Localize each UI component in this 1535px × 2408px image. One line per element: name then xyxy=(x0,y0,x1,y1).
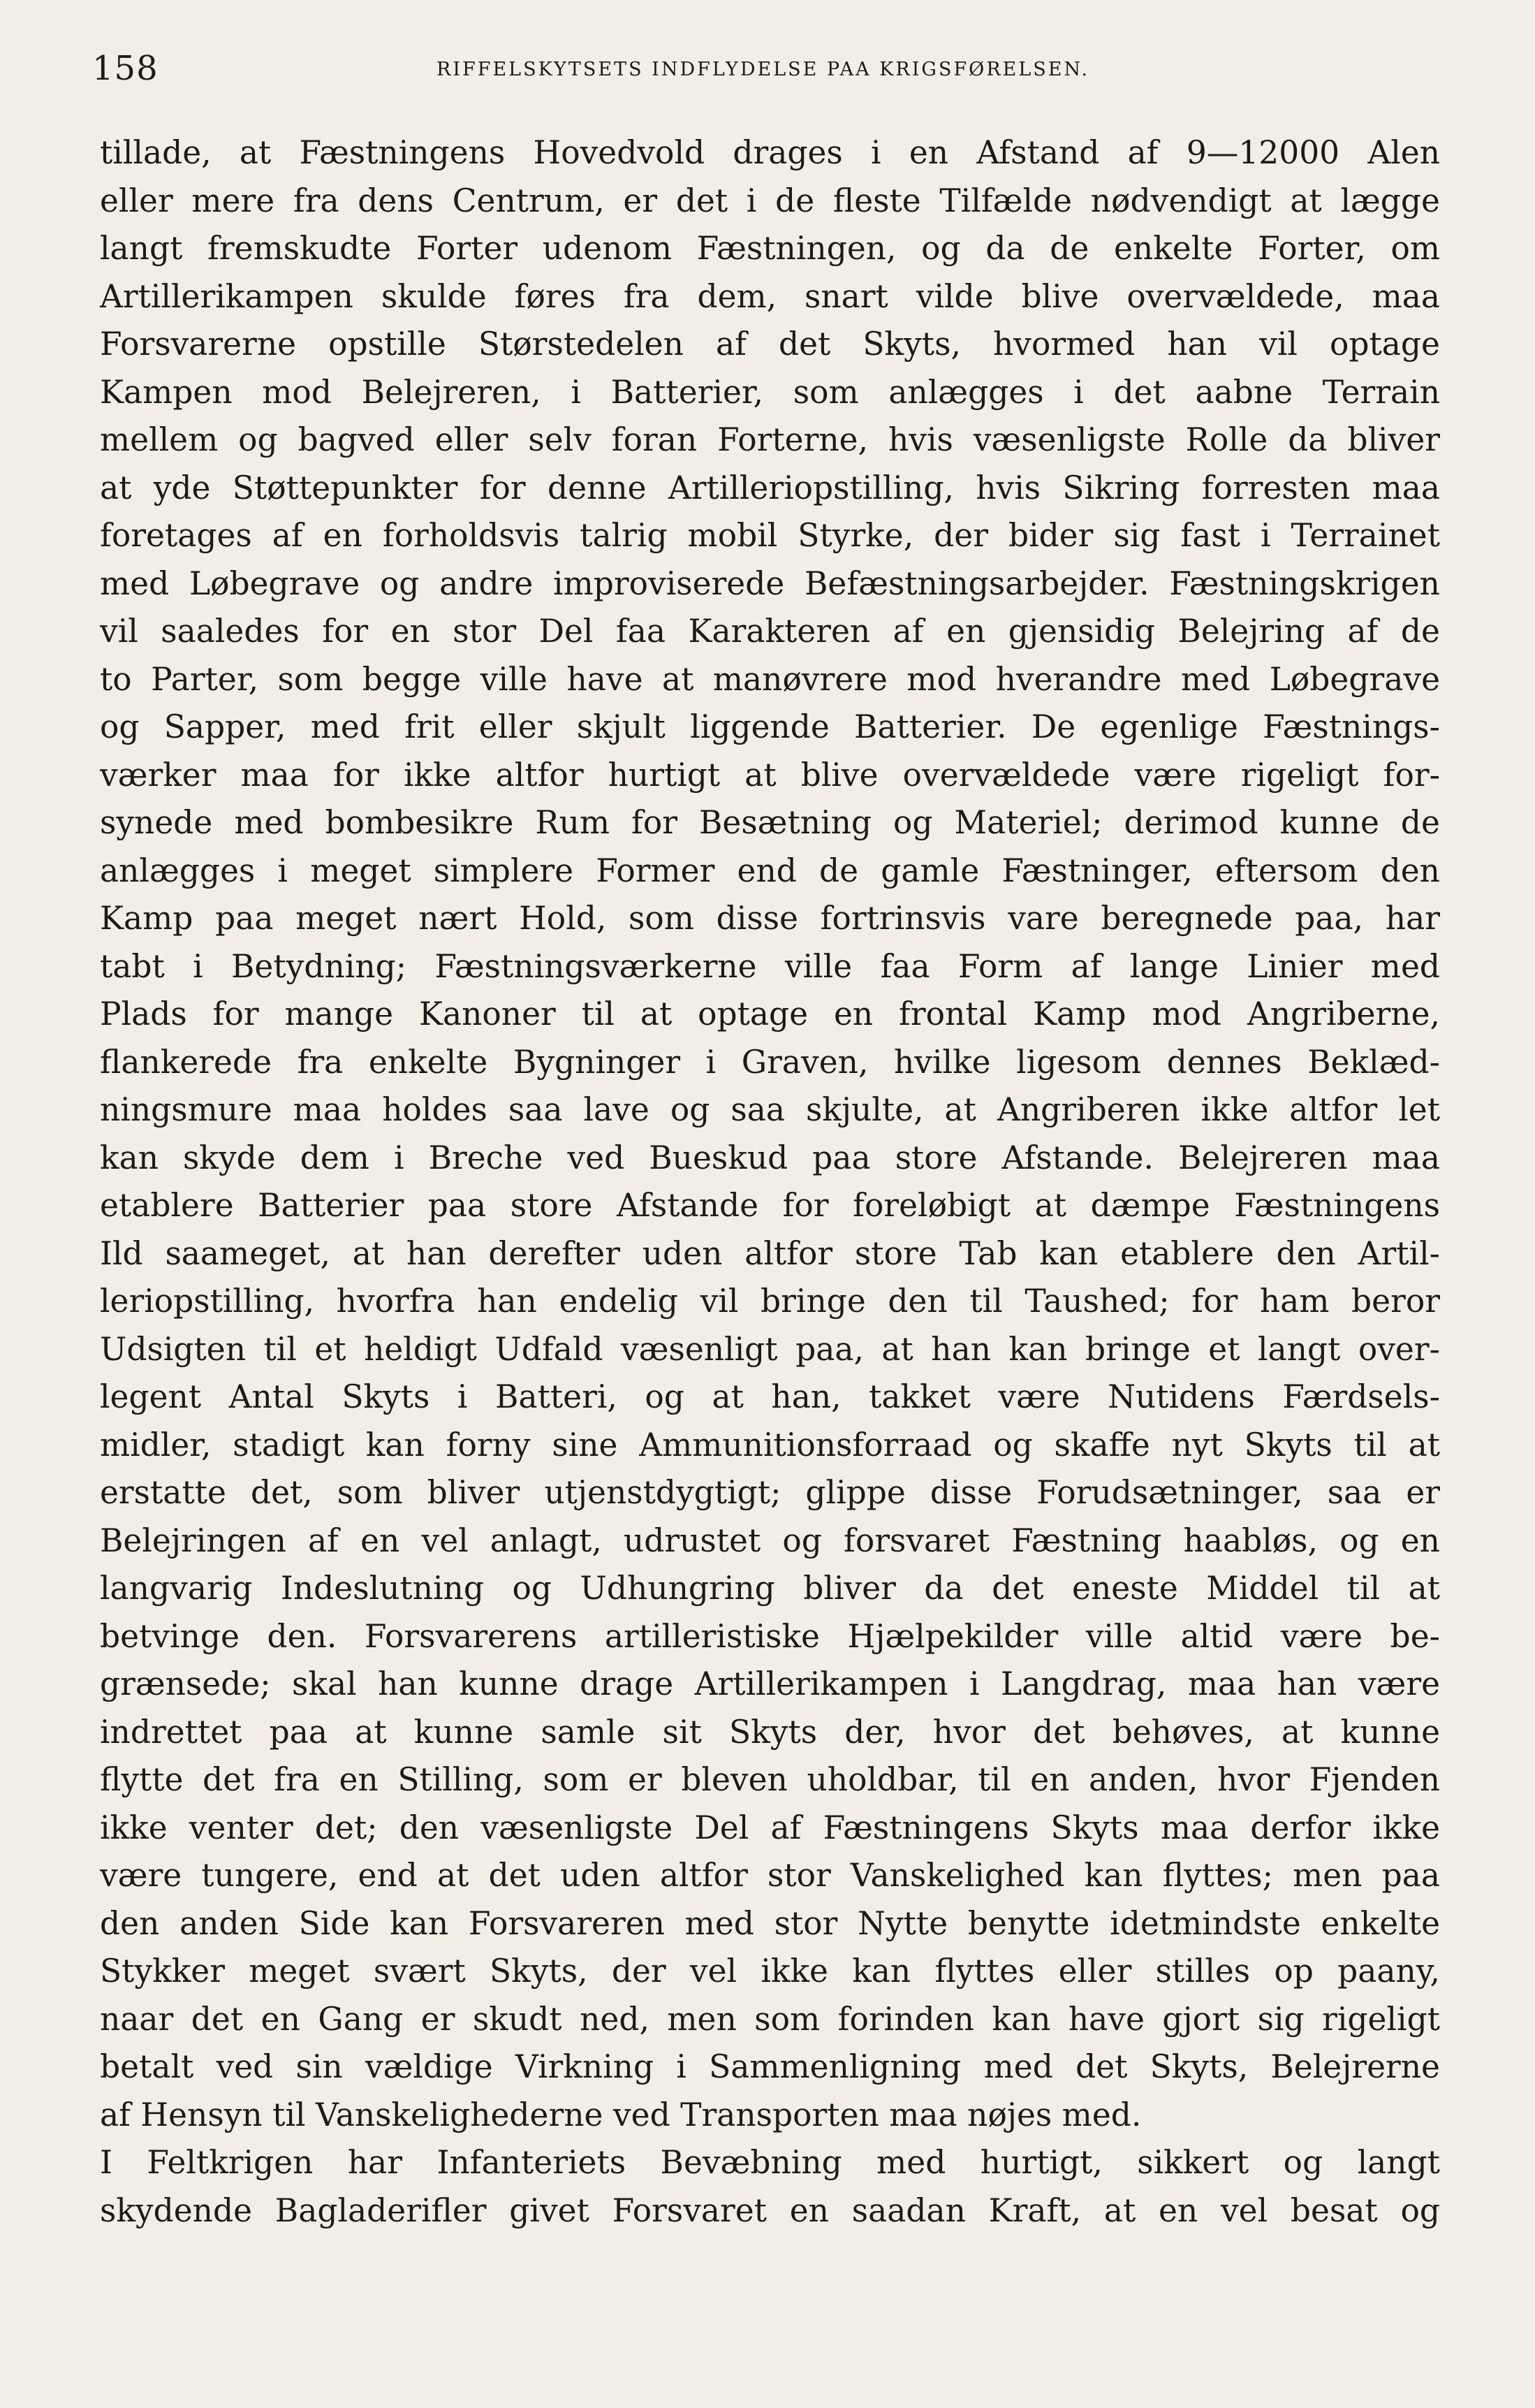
text-line: betvinge den. Forsvarerens artilleristiske Hjælpekilder ville altid være be- xyxy=(100,1617,1440,1655)
text-line: indrettet paa at kunne samle sit Skyts der, hvor det behøves, at kunne xyxy=(100,1713,1440,1751)
text-line: Forsvarerne opstille Størstedelen af det Skyts, hvormed han vil optage xyxy=(100,326,1440,363)
text-line: flankerede fra enkelte Bygninger i Graven, hvilke ligesom dennes Beklæd- xyxy=(100,1043,1440,1081)
text-line: synede med bombesikre Rum for Besætning og Materiel; derimod kunne de xyxy=(100,804,1440,841)
text-line: værker maa for ikke altfor hurtigt at blive overvældede være rigeligt for- xyxy=(100,756,1440,794)
text-line: leriopstilling, hvorfra han endelig vil bringe den til Taushed; for ham beror xyxy=(100,1283,1440,1320)
text-line: anlægges i meget simplere Former end de gamle Fæstninger, eftersom den xyxy=(100,852,1440,889)
text-line: tabt i Betydning; Fæstningsværkerne ville faa Form af lange Linier med xyxy=(100,947,1440,985)
text-line: den anden Side kan Forsvareren med stor Nytte benytte idetmindste enkelte xyxy=(100,1904,1440,1942)
text-line: ikke venter det; den væsenligste Del af Fæstningens Skyts maa derfor ikke xyxy=(100,1809,1440,1846)
text-line: skydende Bagladerifler givet Forsvaret en saadan Kraft, at en vel besat og xyxy=(100,2191,1440,2229)
page-number: 158 xyxy=(92,49,159,88)
text-line: være tungere, end at det uden altfor stor Vanskelighed kan flyttes; men paa xyxy=(100,1857,1440,1894)
text-line: flytte det fra en Stilling, som er bleven uholdbar, til en anden, hvor Fjenden xyxy=(100,1761,1440,1798)
text-line: I Feltkrigen har Infanteriets Bevæbning med hurtigt, sikkert og langt xyxy=(100,2144,1440,2181)
text-line: langt fremskudte Forter udenom Fæstningen, og da de enkelte Forter, om xyxy=(100,230,1440,267)
text-line: Kampen mod Belejreren, i Batterier, som anlægges i det aabne Terrain xyxy=(100,373,1440,411)
text-line: tillade, at Fæstningens Hovedvold drages i en Afstand af 9—12000 Alen xyxy=(100,134,1440,171)
text-line: af Hensyn til Vanskelighederne ved Transporten maa nøjes med. xyxy=(100,2096,1142,2133)
text-line: erstatte det, som bliver utjenstdygtigt; glippe disse Forudsætninger, saa er xyxy=(100,1474,1440,1511)
text-line: foretages af en forholdsvis talrig mobil Styrke, der bider sig fast i Terrainet xyxy=(100,517,1440,554)
running-head: RIFFELSKYTSETS INDFLYDELSE PAA KRIGSFØRELSEN. xyxy=(436,59,1089,80)
text-line: Plads for mange Kanoner til at optage en frontal Kamp mod Angriberne, xyxy=(100,995,1440,1032)
text-line: legent Antal Skyts i Batteri, og at han, takket være Nutidens Færdsels- xyxy=(100,1378,1440,1415)
text-line: to Parter, som begge ville have at manøvrere mod hverandre med Løbegrave xyxy=(100,660,1440,698)
text-line: Ild saameget, at han derefter uden altfor store Tab kan etablere den Artil- xyxy=(100,1234,1440,1272)
text-line: grænsede; skal han kunne drage Artillerikampen i Langdrag, maa han være xyxy=(100,1665,1440,1702)
text-line: kan skyde dem i Breche ved Bueskud paa store Afstande. Belejreren maa xyxy=(100,1139,1440,1176)
text-line: mellem og bagved eller selv foran Forterne, hvis væsenligste Rolle da bliver xyxy=(100,421,1440,458)
text-line: naar det en Gang er skudt ned, men som forinden kan have gjort sig rigeligt xyxy=(100,2000,1440,2038)
text-line: Stykker meget svært Skyts, der vel ikke kan flyttes eller stilles op paany, xyxy=(100,1953,1440,1990)
text-line: betalt ved sin vældige Virkning i Sammenligning med det Skyts, Belejrerne xyxy=(100,2048,1440,2085)
text-line: og Sapper, med frit eller skjult liggende Batterier. De egenlige Fæstnings- xyxy=(100,708,1440,745)
text-line: Artillerikampen skulde føres fra dem, snart vilde blive overvældede, maa xyxy=(100,277,1440,315)
text-line: Belejringen af en vel anlagt, udrustet og forsvaret Fæstning haabløs, og en xyxy=(100,1522,1440,1559)
text-line: ningsmure maa holdes saa lave og saa skjulte, at Angriberen ikke altfor let xyxy=(100,1091,1440,1128)
text-line: langvarig Indeslutning og Udhungring bliver da det eneste Middel til at xyxy=(100,1570,1440,1607)
page-header xyxy=(91,49,1439,91)
text-line: vil saaledes for en stor Del faa Karakteren af en gjensidig Belejring af de xyxy=(100,613,1440,650)
text-line: Kamp paa meget nært Hold, som disse fortrinsvis vare beregnede paa, har xyxy=(100,900,1440,937)
text-line: Udsigten til et heldigt Udfald væsenligt paa, at han kan bringe et langt over- xyxy=(100,1330,1440,1368)
text-line: midler, stadigt kan forny sine Ammunitionsforraad og skaffe nyt Skyts til at xyxy=(100,1426,1440,1464)
text-line: eller mere fra dens Centrum, er det i de fleste Tilfælde nødvendigt at lægge xyxy=(100,182,1440,219)
text-line: etablere Batterier paa store Afstande for foreløbigt at dæmpe Fæstningens xyxy=(100,1187,1440,1224)
body-text xyxy=(100,129,1440,2235)
text-line: med Løbegrave og andre improviserede Befæstningsarbejder. Fæstningskrigen xyxy=(100,564,1440,602)
text-line: at yde Støttepunkter for denne Artilleriopstilling, hvis Sikring forresten maa xyxy=(100,469,1440,506)
